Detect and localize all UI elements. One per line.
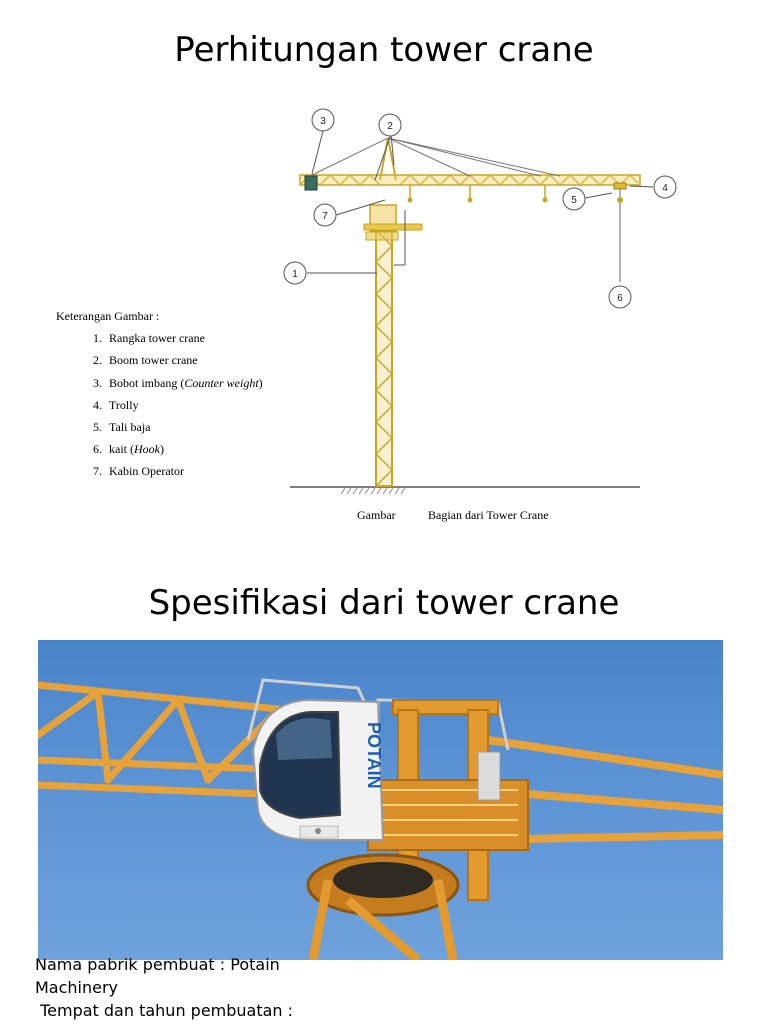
section-title: Spesifikasi dari tower crane [148, 583, 620, 623]
callout-4-label: 4 [662, 183, 668, 194]
caption-main: Bagian dari Tower Crane [428, 508, 549, 522]
legend-list [56, 327, 263, 482]
callout-6-label: 6 [617, 293, 623, 304]
crane-mast [376, 230, 392, 486]
legend-item: 4. Trolly [105, 394, 263, 416]
callout-1-label: 1 [292, 269, 298, 280]
legend-item: 1. Rangka tower crane [105, 327, 263, 349]
spec-text [35, 953, 365, 1022]
legend-item: 5. Tali baja [105, 416, 263, 438]
page-title: Perhitungan tower crane [174, 30, 594, 70]
spec-manufacturer: Nama pabrik pembuat : Potain Machinery [35, 955, 280, 997]
legend-item: 3. Bobot imbang (Counter weight) [105, 372, 263, 394]
callout-7-label: 7 [322, 211, 328, 222]
callout-2-label: 2 [387, 121, 393, 132]
legend-title: Keterangan Gambar : [56, 309, 160, 323]
caption-prefix: Gambar [357, 508, 396, 522]
callout-3-label: 3 [320, 116, 326, 127]
diagram-legend [56, 305, 263, 483]
callout-5-label: 5 [571, 195, 577, 206]
spec-place-year: Tempat dan tahun pembuatan : [35, 1001, 294, 1020]
legend-item: 6. kait (Hook) [105, 438, 263, 460]
legend-item: 7. Kabin Operator [105, 460, 263, 482]
crane-cab-photo [38, 640, 723, 960]
legend-item: 2. Boom tower crane [105, 349, 263, 371]
cab-brand-text: POTAIN [364, 722, 384, 789]
